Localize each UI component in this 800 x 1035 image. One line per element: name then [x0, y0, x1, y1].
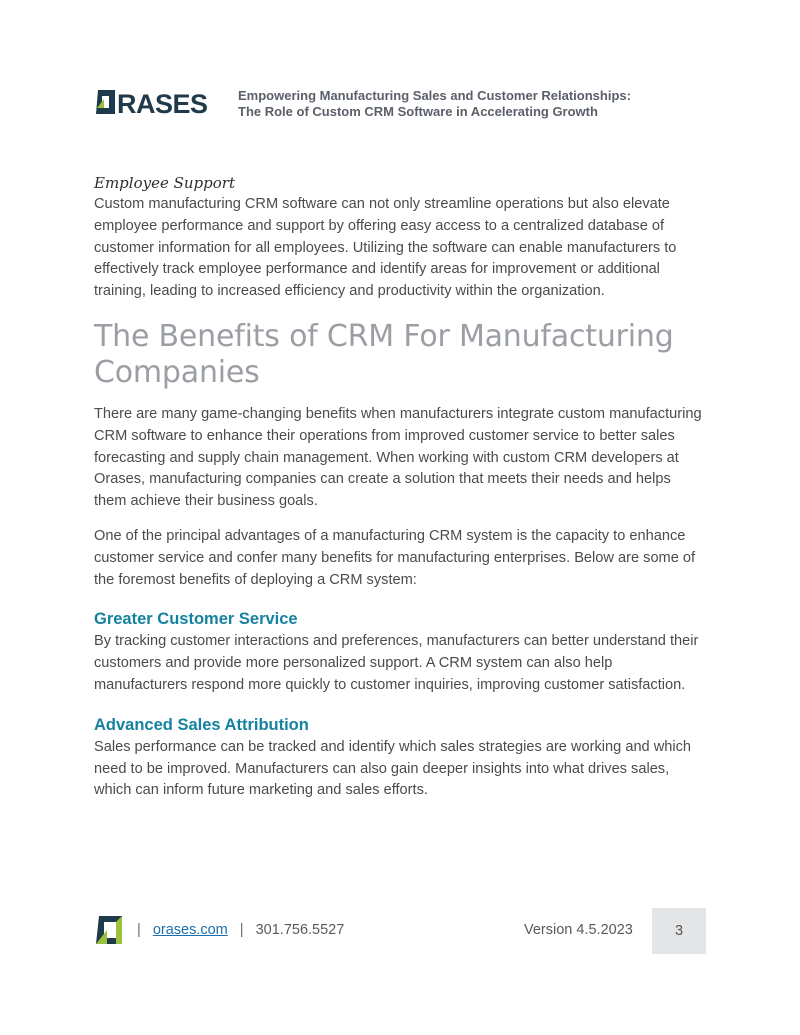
intro-paragraph-2: One of the principal advantages of a manufacturing CRM system is the capacity to enhance customer service and confer many benefits for manufacturing enterprises. Below are some of the foremost benefits of deploying a CRM system:: [94, 527, 696, 588]
intro-paragraph-1: There are many game-changing benefits when manufacturers integrate custom manufacturing CRM software to enhance their operations from improved customer service to better sales forecasting and supply chain management. When working with custom CRM developers at Orases, manufacturing companies can create a solution that meets their needs and helps them achieve their business goals.: [94, 405, 702, 510]
footer-contact: [137, 922, 344, 938]
footer-separator: |: [137, 922, 141, 938]
employee-support-text: Custom manufacturing CRM software can not only streamline operations but also elevate employee performance and support by offering easy access to a centralized database of customer information for all employees. Utilizing the software can enable manufacturers to effectively track employee performance and identify areas for improvement or additional training, leading to increased efficiency and productivity within the organization.: [94, 196, 677, 300]
footer-separator: |: [239, 922, 244, 938]
page-number: 3: [652, 908, 706, 954]
orases-mark-icon: [95, 915, 123, 945]
title-line-2: The Role of Custom CRM Software in Accelerating Growth: [238, 104, 598, 119]
page-content: [94, 172, 706, 815]
svg-text:RASES: RASES: [117, 89, 208, 116]
page-footer: [95, 908, 706, 954]
section-title: The Benefits of CRM For Manufacturing Companies: [94, 318, 674, 390]
page-header: [95, 88, 715, 128]
benefit-heading-sales-attribution: Advanced Sales Attribution: [94, 715, 309, 734]
benefit-text-customer-service: By tracking customer interactions and preferences, manufacturers can better understand their customers and provide more personalized support. A CRM system can also help manufacturers respond more quickly to customer inquiries, improving customer satisfaction.: [94, 633, 699, 693]
title-line-1: Empowering Manufacturing Sales and Customer Relationships:: [238, 88, 631, 103]
document-title: [238, 88, 708, 120]
version-label: Version 4.5.2023: [524, 922, 633, 938]
orases-logo: [95, 88, 215, 116]
website-link[interactable]: orases.com: [152, 922, 228, 938]
benefit-text-sales-attribution: Sales performance can be tracked and identify which sales strategies are working and which need to be improved. Manufacturers can also gain deeper insights into what drives sales, which can inform future marketing and sales efforts.: [94, 738, 692, 799]
benefit-heading-customer-service: Greater Customer Service: [94, 610, 298, 629]
phone-number: 301.756.5527: [255, 922, 345, 938]
employee-support-heading: Employee Support: [94, 174, 235, 192]
